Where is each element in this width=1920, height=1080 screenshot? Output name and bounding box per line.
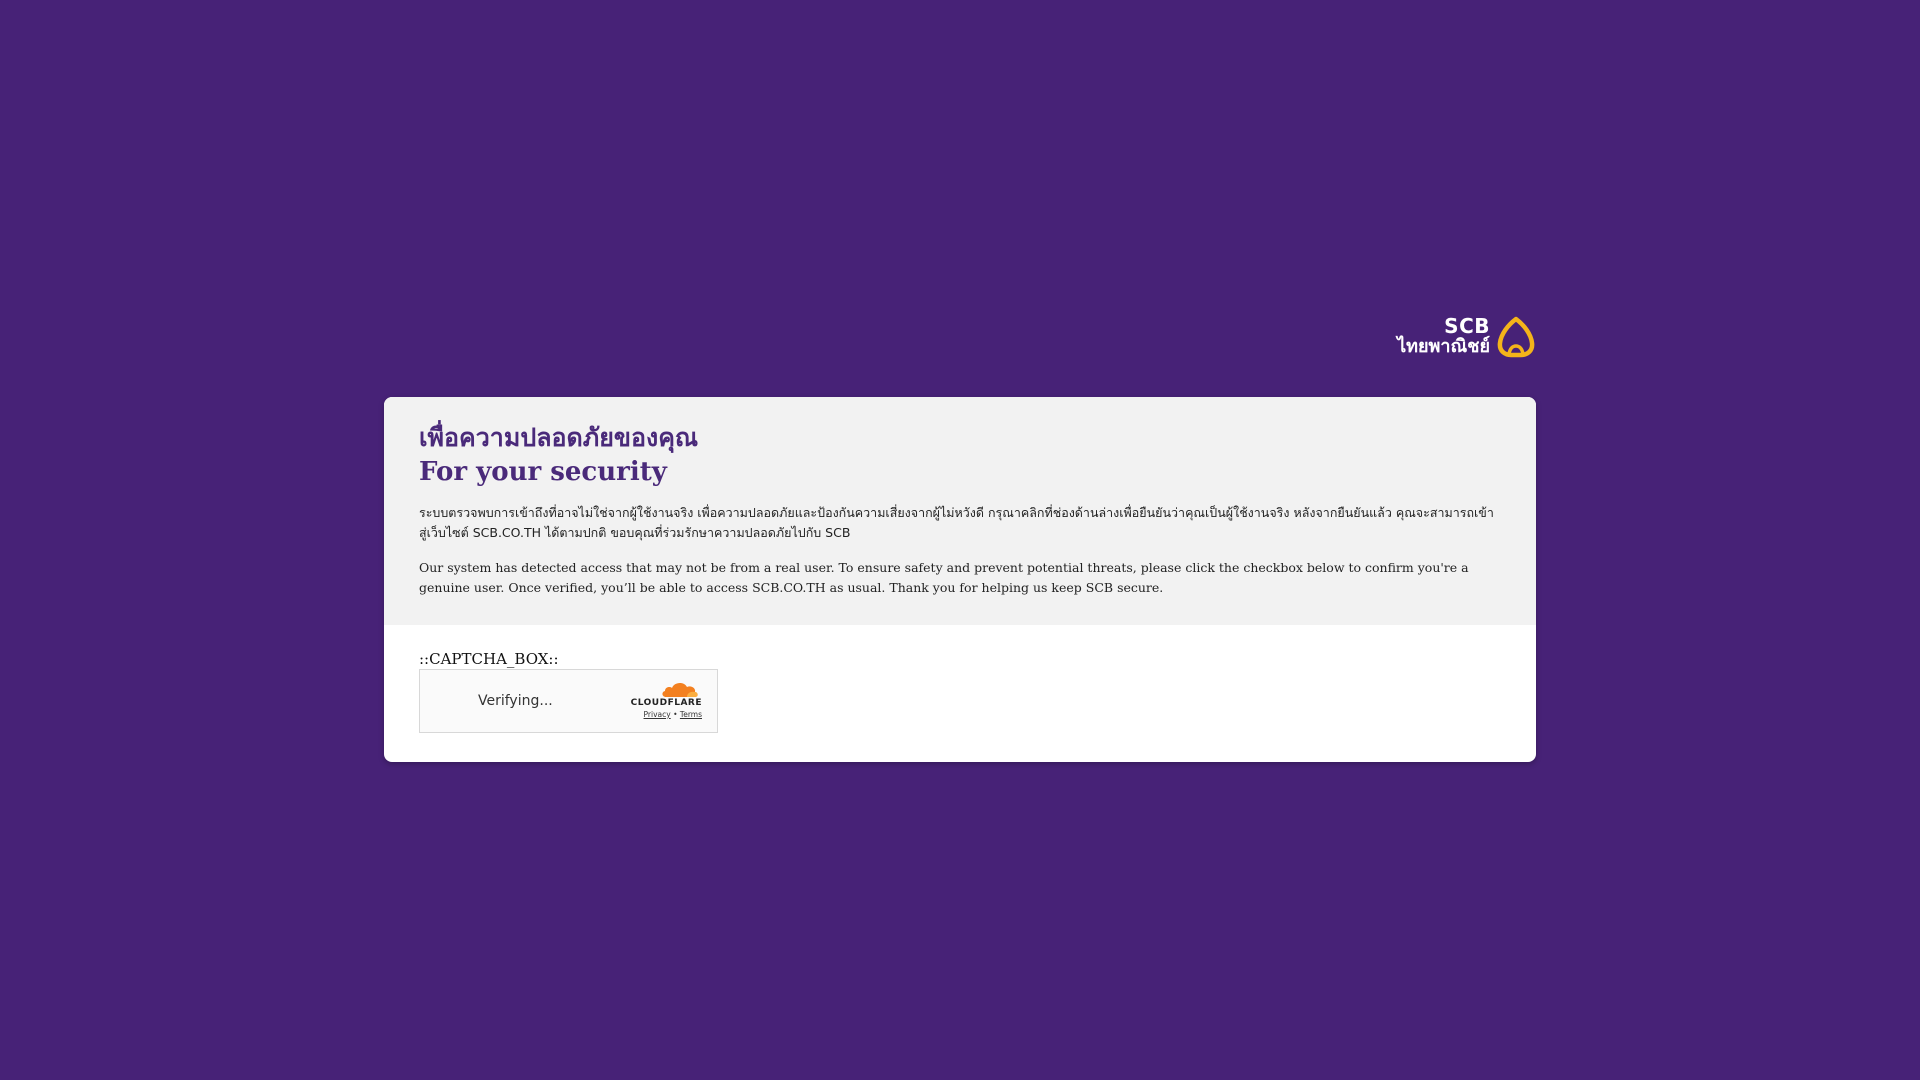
scb-logo[interactable] — [1394, 316, 1536, 360]
captcha-section — [384, 625, 1536, 733]
privacy-link[interactable]: Privacy — [643, 710, 671, 719]
cloudflare-turnstile-widget[interactable] — [419, 669, 718, 733]
cloudflare-cloud-icon — [660, 680, 700, 698]
scb-emblem-icon — [1496, 316, 1536, 358]
verifying-status: Verifying... — [478, 693, 553, 709]
cloudflare-wordmark: CLOUDFLARE — [630, 698, 702, 708]
page-title-en: For your security — [419, 457, 667, 487]
description-en: Our system has detected access that may not be from a real user. To ensure safety and prevent potential threats, please click the checkbox below to confirm you're a genuine user. Once verified, you’ll be able to access SCB.CO.TH as usual. Thank you for helping us keep SCB secure. — [419, 560, 1469, 595]
logo-brand-th: ไทยพาณิชย์ — [1397, 336, 1490, 357]
description-th: ระบบตรวจพบการเข้าถึงที่อาจไม่ใช่จากผู้ใช้งานจริง เพื่อความปลอดภัยและป้องกันความเสี่ยงจากผู้ไม่หวังดี กรุณาคลิกที่ช่องด้านล่างเพื่อยืนยันว่าคุณเป็นผู้ใช้งานจริง หลังจากยืนยันแล้ว คุณจะสามารถเข้าสู่เว็บไซต์ SCB.CO.TH ได้ตามปกติ ขอบคุณที่ร่วมรักษาความปลอดภัยไปกับ SCB — [419, 505, 1494, 540]
captcha-placeholder-label: ::CAPTCHA_BOX:: — [419, 650, 559, 668]
link-separator: • — [673, 710, 678, 719]
cloudflare-branding — [626, 680, 702, 721]
card-header-section — [384, 397, 1536, 625]
page-title-th: เพื่อความปลอดภัยของคุณ — [419, 423, 699, 452]
logo-text — [1397, 316, 1490, 356]
terms-link[interactable]: Terms — [679, 710, 702, 719]
logo-brand-en: SCB — [1444, 314, 1490, 338]
cloudflare-links — [626, 709, 702, 721]
security-card — [384, 397, 1536, 762]
